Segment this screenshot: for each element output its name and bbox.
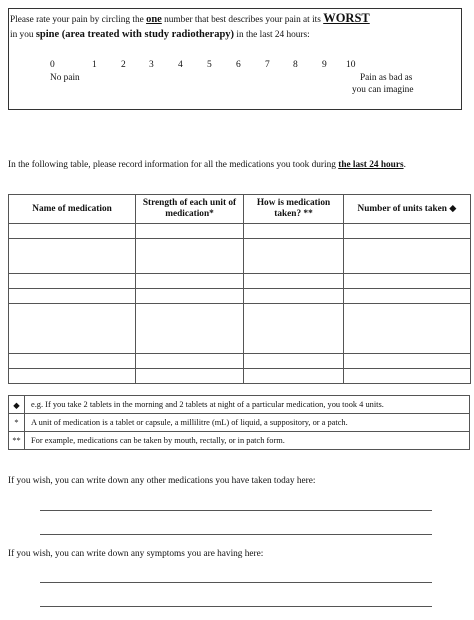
other-medications-line-2[interactable] [40,534,432,535]
symptoms-line-1[interactable] [40,582,432,583]
header-strength: Strength of each unit of medication* [136,195,244,224]
pain-question-line2 [10,29,310,40]
instruction-period: . [403,160,406,170]
how-taken-cell[interactable] [244,239,344,274]
header-medication-name: Name of medication [9,195,136,224]
instruction-text: In the following table, please record information for all the medications you took during [8,160,339,170]
how-taken-cell[interactable] [244,274,344,289]
table-row [9,304,471,354]
how-taken-cell[interactable] [244,289,344,304]
pain-question-text-2: in you [10,30,36,40]
diamond-symbol: ◆ [9,396,25,414]
strength-cell[interactable] [136,369,244,384]
footnote-text: A unit of medication is a tablet or capsule, a millilitre (mL) of liquid, a suppository, or a patch. [25,414,470,432]
pain-question-text-mid: number that best describes your pain at its [161,15,324,25]
scale-number-7[interactable]: 7 [265,60,270,70]
scale-number-0[interactable]: 0 [50,60,55,70]
table-header-row [9,195,471,224]
how-taken-cell[interactable] [244,369,344,384]
scale-number-8[interactable]: 8 [293,60,298,70]
strength-cell[interactable] [136,354,244,369]
scale-high-label-1: Pain as bad as [360,73,413,83]
scale-number-1[interactable]: 1 [92,60,97,70]
table-row [9,274,471,289]
double-asterisk-symbol: ** [9,432,25,450]
other-medications-prompt: If you wish, you can write down any other medications you have taken today here: [8,476,316,486]
footnote-row [9,414,470,432]
footnotes [8,395,470,450]
table-row [9,354,471,369]
scale-number-10[interactable]: 10 [346,60,356,70]
how-taken-cell[interactable] [244,354,344,369]
medication-name-cell[interactable] [9,274,136,289]
how-taken-cell[interactable] [244,224,344,239]
scale-number-6[interactable]: 6 [236,60,241,70]
units-taken-cell[interactable] [344,354,471,369]
strength-cell[interactable] [136,304,244,354]
scale-low-label: No pain [50,73,80,83]
footnote-row [9,432,470,450]
scale-number-9[interactable]: 9 [322,60,327,70]
units-taken-cell[interactable] [344,289,471,304]
symptoms-prompt: If you wish, you can write down any symptoms you are having here: [8,549,264,559]
emphasis-spine: spine (area treated with study radiotherapy) [35,29,235,40]
scale-number-3[interactable]: 3 [149,60,154,70]
emphasis-one: one [146,14,162,25]
units-taken-cell[interactable] [344,224,471,239]
scale-number-2[interactable]: 2 [121,60,126,70]
table-row [9,369,471,384]
pain-question-text-3: in the last 24 hours: [234,30,310,40]
footnote-text: e.g. If you take 2 tablets in the morning and 2 tablets at night of a particular medication, you took 4 units. [25,396,470,414]
footnote-text: For example, medications can be taken by mouth, rectally, or in patch form. [25,432,470,450]
footnote-row [9,396,470,414]
header-how-taken: How is medication taken? ** [244,195,344,224]
pain-question-line1 [10,11,370,26]
units-taken-cell[interactable] [344,304,471,354]
instruction-emphasis: the last 24 hours [338,160,404,170]
medication-name-cell[interactable] [9,304,136,354]
table-instruction [8,160,406,170]
medication-name-cell[interactable] [9,354,136,369]
medication-table [8,194,470,384]
units-taken-cell[interactable] [344,274,471,289]
scale-number-4[interactable]: 4 [178,60,183,70]
medication-name-cell[interactable] [9,369,136,384]
asterisk-symbol: * [9,414,25,432]
header-units-taken: Number of units taken ◆ [344,195,471,224]
scale-high-label-2: you can imagine [352,85,414,95]
emphasis-worst: WORST [323,11,370,25]
symptoms-line-2[interactable] [40,606,432,607]
medication-name-cell[interactable] [9,224,136,239]
strength-cell[interactable] [136,239,244,274]
medication-name-cell[interactable] [9,239,136,274]
how-taken-cell[interactable] [244,304,344,354]
strength-cell[interactable] [136,289,244,304]
table-row [9,224,471,239]
table-row [9,239,471,274]
strength-cell[interactable] [136,274,244,289]
medication-name-cell[interactable] [9,289,136,304]
units-taken-cell[interactable] [344,369,471,384]
table-row [9,289,471,304]
scale-number-5[interactable]: 5 [207,60,212,70]
other-medications-line-1[interactable] [40,510,432,511]
pain-question-text: Please rate your pain by circling the [10,15,147,25]
units-taken-cell[interactable] [344,239,471,274]
strength-cell[interactable] [136,224,244,239]
